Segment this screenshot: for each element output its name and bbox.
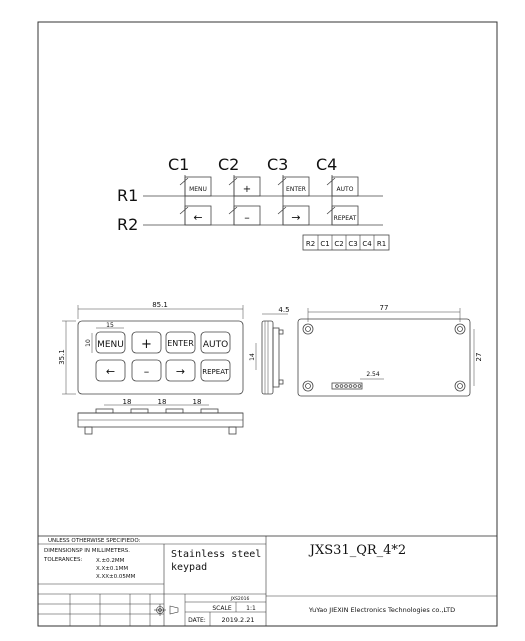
pinout-header bbox=[303, 235, 389, 250]
switch-contact bbox=[278, 207, 286, 214]
switch-key-label: ← bbox=[193, 211, 203, 224]
part-number: JXS31_QR_4*2 bbox=[309, 543, 407, 558]
switch-key-label: REPEAT bbox=[333, 215, 357, 222]
company-name: YuYao JIEXIN Electronics Technologies co.,LTD bbox=[308, 606, 456, 614]
dimension-spacing: 18 bbox=[192, 398, 202, 406]
mounting-hole bbox=[455, 324, 465, 334]
switch-contact bbox=[278, 178, 286, 185]
scale-value: 1:1 bbox=[246, 605, 256, 612]
part-description: Stainless steel bbox=[171, 549, 262, 560]
tolerance-value: X.X±0.1MM bbox=[96, 566, 129, 572]
tolerance-value: X.±0.2MM bbox=[96, 558, 125, 564]
switch-contact bbox=[180, 178, 188, 185]
pin-label: C3 bbox=[348, 240, 358, 248]
pin-label: R1 bbox=[376, 240, 387, 248]
dimension-pcb-height: 27 bbox=[475, 352, 483, 362]
dimensions-note: DIMENSIONSP IN MILLIMETERS. bbox=[44, 548, 131, 554]
dimension-spacing: 18 bbox=[157, 398, 167, 406]
pin-label: C4 bbox=[362, 240, 372, 248]
key-label: ← bbox=[105, 365, 116, 378]
pin-label: R2 bbox=[305, 240, 316, 248]
dimension-side-height: 14 bbox=[249, 353, 256, 361]
pcb-view bbox=[298, 304, 483, 396]
switch-key-label: – bbox=[244, 211, 250, 224]
key-label: + bbox=[141, 337, 152, 352]
dimension-pcb-width: 77 bbox=[379, 304, 389, 312]
switch-key-label: AUTO bbox=[336, 186, 354, 193]
key-label: → bbox=[175, 365, 186, 378]
dimension-pitch: 2.54 bbox=[366, 371, 380, 378]
dimension-key-width: 15 bbox=[106, 322, 114, 329]
pin-label: C2 bbox=[334, 240, 344, 248]
side-view bbox=[249, 306, 290, 394]
tolerance-value: X.XX±0.05MM bbox=[96, 574, 136, 580]
column-label: C2 bbox=[218, 155, 240, 174]
dimension-height: 35.1 bbox=[58, 349, 66, 365]
date-label: DATE: bbox=[188, 617, 206, 624]
dimension-width: 85.1 bbox=[152, 301, 168, 309]
dimension-key-height: 10 bbox=[85, 339, 92, 347]
mounting-hole bbox=[303, 324, 313, 334]
switch-contact bbox=[327, 207, 335, 214]
tolerances-label: TOLERANCES: bbox=[44, 557, 83, 563]
switch-contact bbox=[229, 178, 237, 185]
bottom-view bbox=[78, 398, 243, 434]
title-block bbox=[38, 536, 497, 626]
mounting-hole bbox=[455, 381, 465, 391]
switch-key-label: MENU bbox=[189, 186, 207, 193]
column-label: C4 bbox=[316, 155, 338, 174]
switch-contact bbox=[180, 207, 188, 214]
switch-key-label: + bbox=[242, 184, 252, 195]
spec-header: UNLESS OTHERWISE SPECIFIEDO: bbox=[48, 538, 141, 544]
switch-key-label: ENTER bbox=[286, 186, 306, 193]
dimension-thickness: 4.5 bbox=[278, 306, 290, 314]
key-label: MENU bbox=[97, 340, 124, 350]
key-label: – bbox=[143, 365, 150, 378]
key-label: ENTER bbox=[167, 339, 194, 348]
row-label: R2 bbox=[117, 215, 139, 234]
mounting-hole bbox=[303, 381, 313, 391]
switch-key-label: → bbox=[291, 211, 301, 224]
column-label: C3 bbox=[267, 155, 289, 174]
key-label: AUTO bbox=[202, 340, 229, 350]
dimension-spacing: 18 bbox=[122, 398, 132, 406]
front-view bbox=[58, 301, 243, 394]
switch-contact bbox=[229, 207, 237, 214]
row-label: R1 bbox=[117, 186, 139, 205]
switch-contact bbox=[327, 178, 335, 185]
part-description: keypad bbox=[171, 562, 208, 573]
drawing-code: JXS2016 bbox=[230, 597, 250, 602]
keypad-schematic bbox=[117, 155, 383, 234]
key-label: REPEAT bbox=[202, 368, 229, 376]
column-label: C1 bbox=[168, 155, 190, 174]
pin-label: C1 bbox=[320, 240, 330, 248]
date-value: 2019.2.21 bbox=[221, 616, 255, 624]
scale-label: SCALE bbox=[212, 605, 232, 612]
